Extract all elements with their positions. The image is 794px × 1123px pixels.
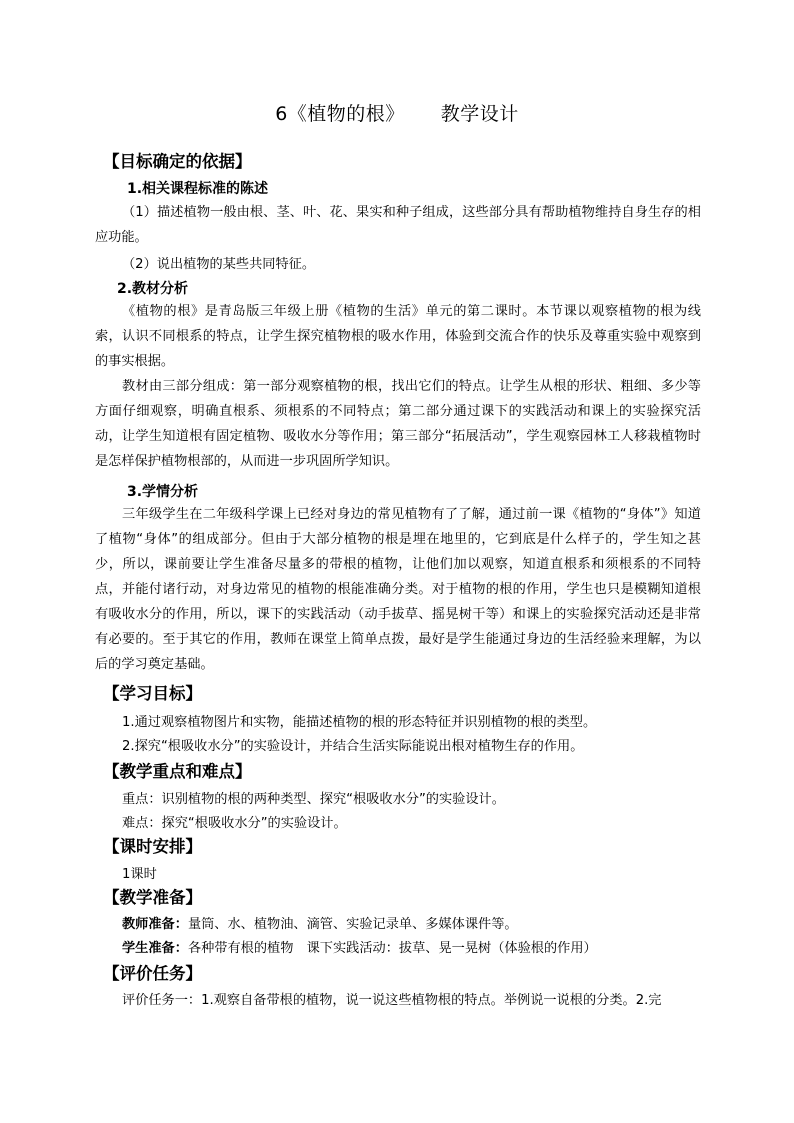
title-sub: 教学设计	[440, 103, 519, 125]
paragraph-textbook-2: 教材由三部分组成：第一部分观察植物的根，找出它们的特点。让学生从根的形状、粗细、多少等方面仔细观察，明确直根系、须根系的不同特点；第二部分通过课下的实践活动和课上的实验探究活动，让学生知道根有固定植物、吸收水分等作用；第三部分“拓展活动”，学生观察园林工人移栽植物时是怎样保护植物根部的，从而进一步巩固所学知识。	[95, 379, 701, 469]
paragraph-standards-1: （1）描述植物一般由根、茎、叶、花、果实和种子组成，这些部分具有帮助植物维持自身生存的相应功能。	[95, 205, 701, 245]
objective-item-2: 2.探究“根吸收水分”的实验设计，并结合生活实际能说出根对植物生存的作用。	[122, 739, 584, 754]
heading-preparation: 【教学准备】	[103, 888, 202, 907]
student-preparation-text: 各种带有根的植物 课下实践活动：拔草、晃一晃树（体验根的作用）	[187, 941, 597, 956]
keypoint-difficulty: 难点：探究“根吸收水分”的实验设计。	[122, 816, 347, 831]
subheading-standards: 1.相关课程标准的陈述	[127, 181, 269, 197]
heading-basis: 【目标确定的依据】	[103, 152, 252, 171]
paragraph-textbook-1: 《植物的根》是青岛版三年级上册《植物的生活》单元的第二课时。本节课以观察植物的根为线索，认识不同根系的特点，让学生探究植物根的吸水作用，体验到交流合作的快乐及尊重实验中观察到的事实根据。	[95, 304, 701, 369]
teacher-preparation-label: 教师准备：	[122, 917, 188, 932]
objective-item-1: 1.通过观察植物图片和实物，能描述植物的根的形态特征并识别植物的根的类型。	[122, 715, 597, 730]
paragraph-standards-2: （2）说出植物的某些共同特征。	[122, 257, 316, 272]
heading-evaluation: 【评价任务】	[103, 964, 202, 983]
paragraph-learners: 三年级学生在二年级科学课上已经对身边的常见植物有了了解，通过前一课《植物的“身体”》知道了植物“身体”的组成部分。但由于大部分植物的根是埋在地里的，它到底是什么样子的，学生知之甚少，所以，课前要让学生准备尽量多的带根的植物，让他们加以观察，知道直根系和须根系的不同特点，并能付诸行动，对身边常见的植物的根能准确分类。对于植物的根的作用，学生也只是模糊知道根有吸收水分的作用，所以，课下的实践活动（动手拔草、摇晃树干等）和课上的实验探究活动还是非常有必要的。至于其它的作用，教师在课堂上简单点拨，最好是学生能通过身边的生活经验来理解，为以后的学习奠定基础。	[95, 507, 701, 672]
title-main: 6《植物的根》	[275, 103, 405, 125]
heading-keypoints: 【教学重点和难点】	[103, 762, 252, 781]
student-preparation-label: 学生准备：	[122, 941, 188, 956]
subheading-learners: 3.学情分析	[127, 484, 199, 500]
student-preparation	[122, 937, 794, 956]
teacher-preparation-text: 量筒、水、植物油、滴管、实验记录单、多媒体课件等。	[187, 917, 518, 932]
heading-schedule: 【课时安排】	[103, 837, 202, 856]
teacher-preparation	[122, 913, 794, 932]
schedule-text: 1课时	[122, 867, 157, 882]
subheading-textbook: 2.教材分析	[117, 281, 189, 297]
heading-objectives: 【学习目标】	[103, 684, 202, 703]
keypoint-focus: 重点：识别植物的根的两种类型、探究“根吸收水分”的实验设计。	[122, 792, 505, 807]
document-title	[0, 99, 794, 126]
evaluation-text: 评价任务一：1.观察自备带根的植物，说一说这些植物根的特点。举例说一说根的分类。2.完	[122, 993, 662, 1008]
